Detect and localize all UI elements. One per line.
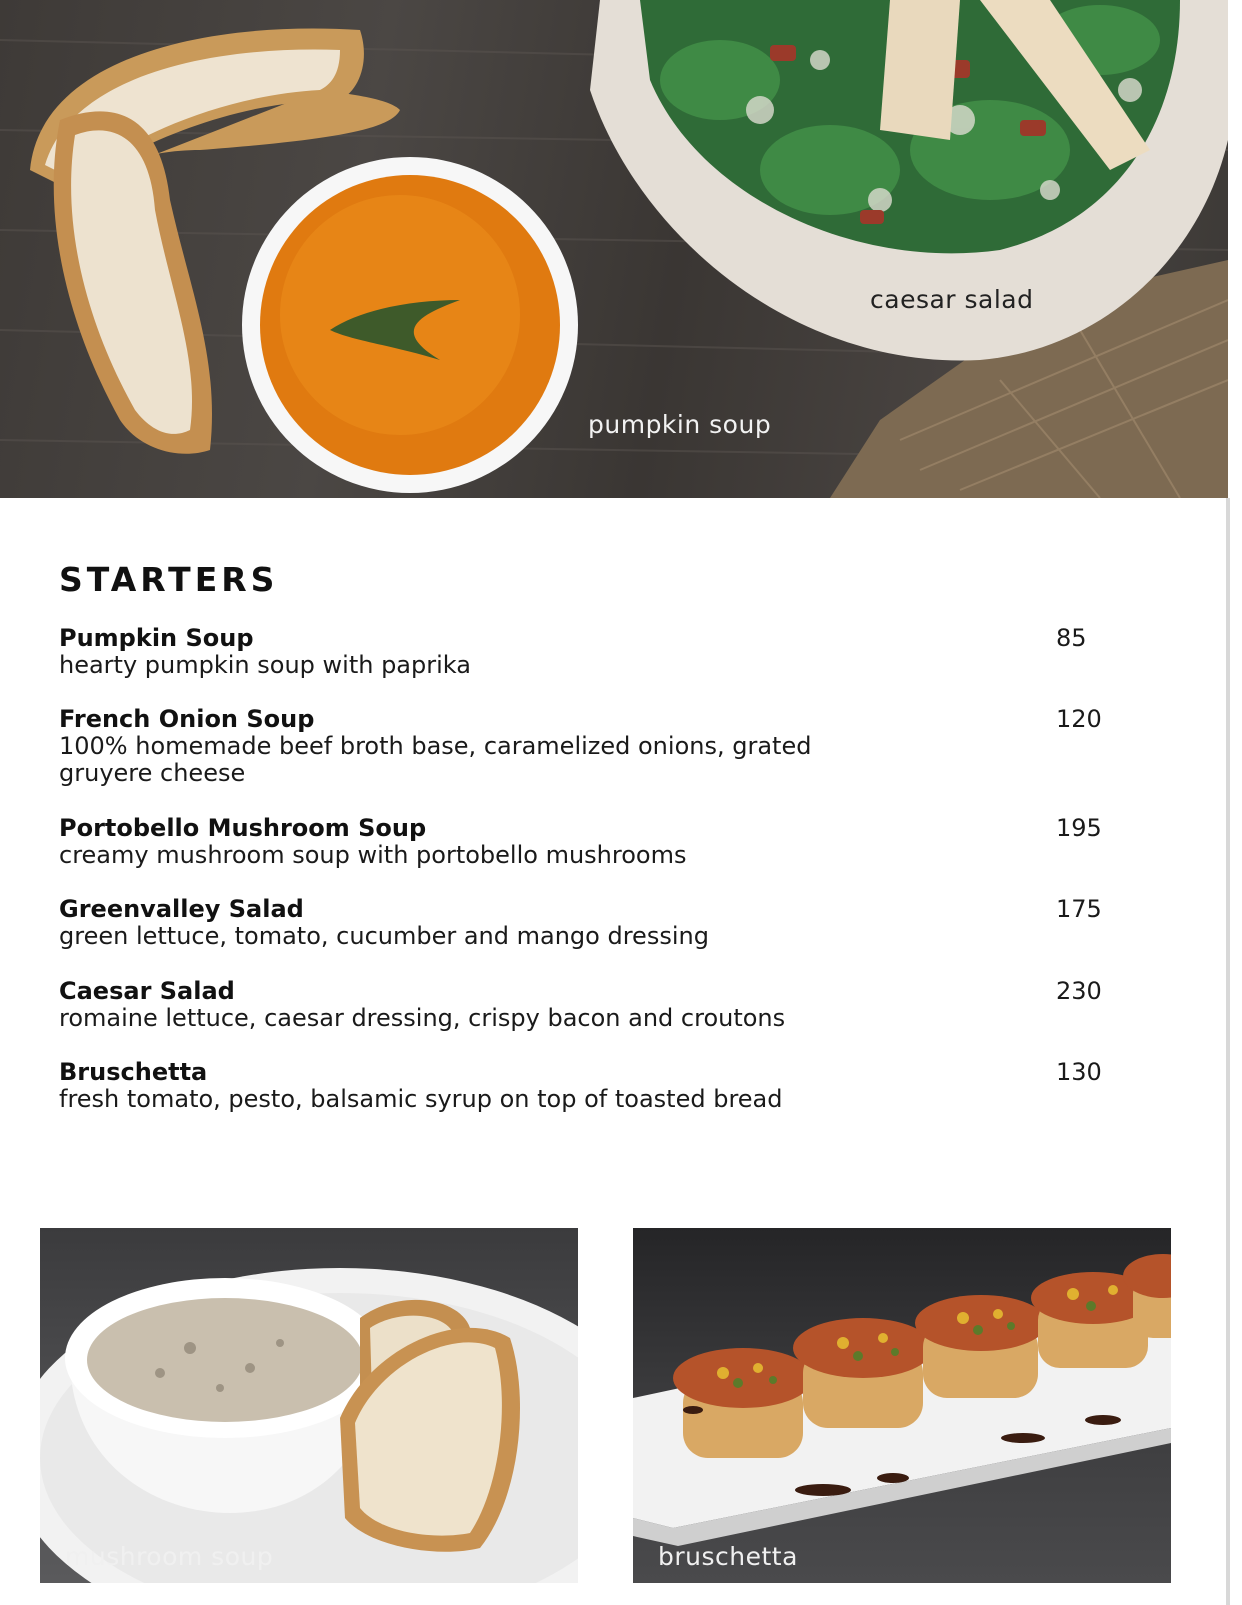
menu-item-price: 130 xyxy=(1056,1058,1102,1086)
menu-item-name: Pumpkin Soup xyxy=(59,624,254,652)
menu-item-price: 230 xyxy=(1056,977,1102,1005)
menu-item-name: French Onion Soup xyxy=(59,705,315,733)
menu-item-name: Bruschetta xyxy=(59,1058,208,1086)
bruschetta-illustration xyxy=(633,1228,1171,1583)
menu-item-greenvalley-salad xyxy=(59,895,1102,950)
menu-item-description: fresh tomato, pesto, balsamic syrup on top of toasted bread xyxy=(59,1085,783,1113)
menu-item-name: Caesar Salad xyxy=(59,977,235,1005)
menu-item-caesar-salad xyxy=(59,977,1102,1032)
menu-item-description: 100% homemade beef broth base, caramelized onions, grated gruyere cheese xyxy=(59,732,812,787)
menu-item-pumpkin-soup xyxy=(59,625,1099,679)
menu-item-price: 120 xyxy=(1056,705,1102,733)
menu-item-description: green lettuce, tomato, cucumber and mango dressing xyxy=(59,922,709,950)
menu-item-bruschetta xyxy=(59,1058,1102,1113)
bruschetta-caption: bruschetta xyxy=(658,1542,798,1571)
menu-item-description: creamy mushroom soup with portobello mushrooms xyxy=(59,841,687,869)
menu-item-name: Portobello Mushroom Soup xyxy=(59,814,427,842)
menu-item-name: Greenvalley Salad xyxy=(59,895,304,923)
mushroom-soup-caption: mushroom soup xyxy=(65,1542,274,1571)
menu-item-price: 85 xyxy=(1056,624,1087,652)
menu-item-price: 195 xyxy=(1056,814,1102,842)
menu-item-portobello-mushroom-soup xyxy=(59,814,1102,869)
page-right-margin xyxy=(1228,0,1242,1605)
menu-item-french-onion-soup xyxy=(59,705,1102,787)
menu-item-price: 175 xyxy=(1056,895,1102,923)
mushroom-soup-illustration xyxy=(40,1228,578,1583)
pumpkin-soup-caption: pumpkin soup xyxy=(588,410,772,439)
hero-photo xyxy=(0,0,1228,498)
menu-item-description: romaine lettuce, caesar dressing, crispy bacon and croutons xyxy=(59,1004,786,1032)
bruschetta-photo xyxy=(633,1228,1171,1583)
caesar-salad-caption: caesar salad xyxy=(870,285,1034,314)
section-title-starters: STARTERS xyxy=(59,560,279,599)
mushroom-soup-photo xyxy=(40,1228,578,1583)
page-edge-shadow xyxy=(1226,498,1230,1605)
menu-item-description: hearty pumpkin soup with paprika xyxy=(59,651,471,679)
pumpkin-soup-bowl xyxy=(242,157,578,493)
